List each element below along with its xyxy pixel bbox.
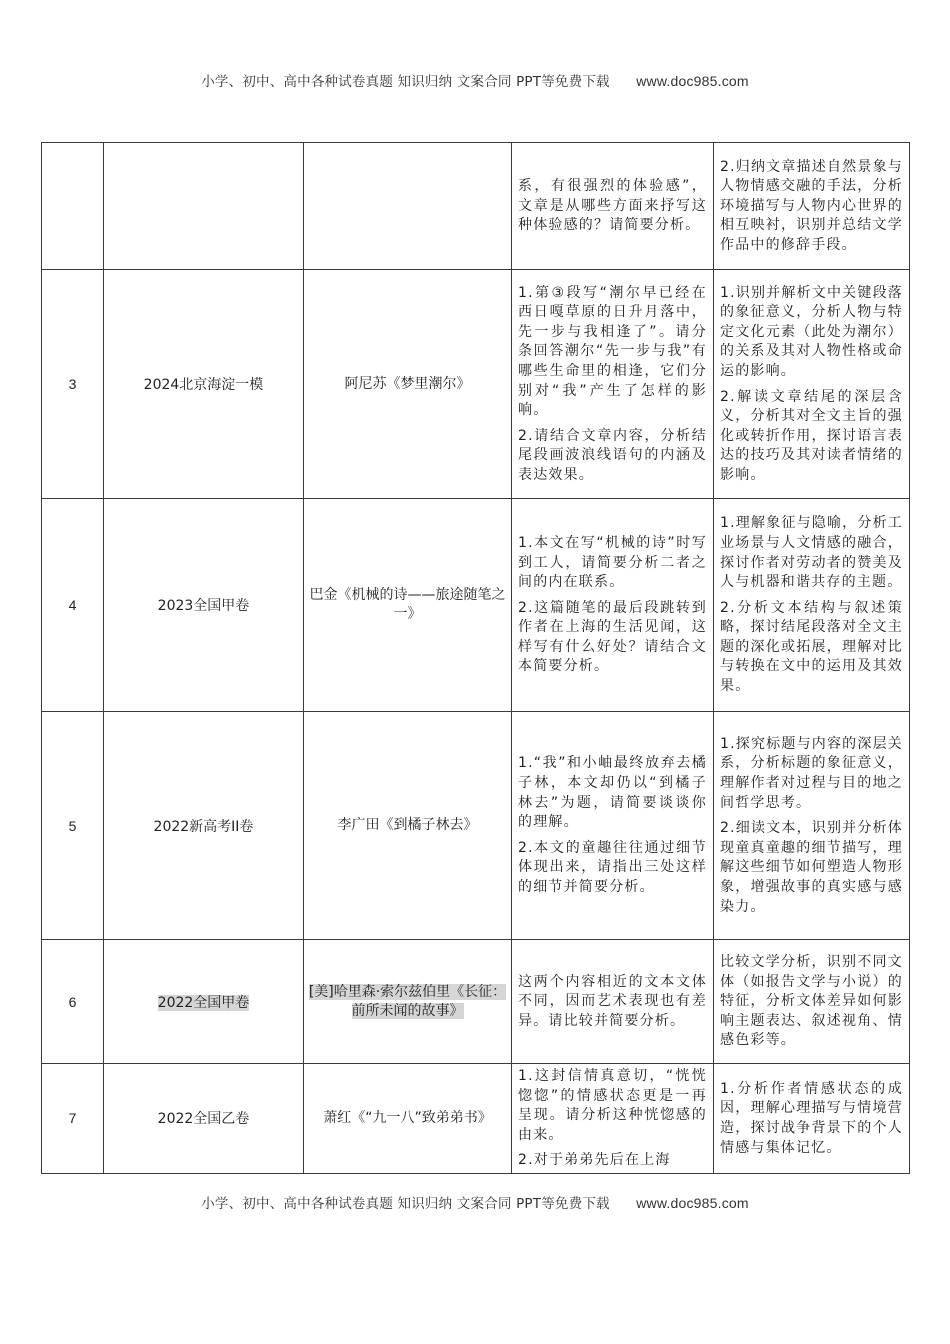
question-text: 1.第③段写“潮尔早已经在西日嘎草原的日升月落中，先一步与我相逢了”。请分条回答潮尔“先一步与我”有哪些生命里的相逢，它们分别对“我”产生了怎样的影响。 [518, 284, 707, 419]
row-number: 3 [42, 270, 104, 499]
row-number: 5 [42, 712, 104, 940]
row-number [42, 143, 104, 270]
question-text: 1.“我”和小岫最终放弃去橘子林，本文却仍以“到橘子林去”为题，请简要谈谈你的理解。 [518, 755, 707, 831]
question-text: 系，有很强烈的体验感”，文章是从哪些方面来抒写这种体验感的？请简要分析。 [518, 178, 707, 234]
text-title: 李广田《到橘子林去》 [304, 712, 512, 940]
text-title-highlight: [美]哈里森·索尔兹伯里《长征：前所未闻的故事》 [308, 983, 507, 1019]
questions-cell [512, 270, 714, 499]
row-number: 7 [42, 1064, 104, 1174]
exam-source [104, 143, 304, 270]
question-text: 2.对于弟弟先后在上海 [518, 1152, 671, 1169]
exam-source [104, 940, 304, 1064]
goal-text: 1.分析作者情感状态的成因，理解心理描写与情境营造，探讨战争背景下的个人情感与集体记忆。 [720, 1080, 903, 1156]
text-title: 阿尼苏《梦里潮尔》 [304, 270, 512, 499]
goals-cell [714, 499, 910, 712]
exam-source: 2023全国甲卷 [104, 499, 304, 712]
question-text: 2.本文的童趣往往通过细节体现出来，请指出三处这样的细节并简要分析。 [518, 839, 707, 895]
questions-cell [512, 143, 714, 270]
goal-text: 比较文学分析，识别不同文体（如报告文学与小说）的特征，分析文体差异如何影响主题表达、叙述视角、情感色彩等。 [720, 954, 903, 1049]
table-row [42, 1064, 910, 1174]
text-title [304, 940, 512, 1064]
row-number: 6 [42, 940, 104, 1064]
exam-source: 2022全国乙卷 [104, 1064, 304, 1174]
text-title: 萧红《“九一八”致弟弟书》 [304, 1064, 512, 1174]
header-text: 小学、初中、高中各种试卷真题 知识归纳 文案合同 PPT等免费下载 [201, 74, 610, 90]
goals-cell [714, 712, 910, 940]
row-number: 4 [42, 499, 104, 712]
questions-cell [512, 712, 714, 940]
goals-cell [714, 1064, 910, 1174]
page-footer [0, 1192, 950, 1212]
question-table [41, 142, 910, 1174]
exam-source: 2024北京海淀一模 [104, 270, 304, 499]
exam-source: 2022新高考II卷 [104, 712, 304, 940]
questions-cell [512, 940, 714, 1064]
table-row [42, 499, 910, 712]
goals-cell [714, 270, 910, 499]
goal-text: 2.细读文本，识别并分析体现童真童趣的细节描写，理解这些细节如何塑造人物形象，增强故事的真实感与感染力。 [720, 820, 903, 915]
text-title [304, 143, 512, 270]
goal-text: 2.归纳文章描述自然景象与人物情感交融的手法，分析环境描写与人物内心世界的相互映衬，识别并总结文学作品中的修辞手段。 [720, 158, 903, 253]
goal-text: 2.分析文本结构与叙述策略，探讨结尾段落对全文主题的深化或拓展，理解对比与转换在文中的运用及其效果。 [720, 599, 903, 695]
footer-url[interactable]: www.doc985.com [636, 1195, 749, 1211]
question-text: 1.这封信情真意切，“恍恍惚惚”的情感状态更是一再呈现。请分析这种恍惚感的由来。 [518, 1068, 707, 1143]
footer-text: 小学、初中、高中各种试卷真题 知识归纳 文案合同 PPT等免费下载 [201, 1196, 610, 1212]
questions-cell [512, 499, 714, 712]
exam-source-highlight: 2022全国甲卷 [157, 994, 250, 1011]
questions-cell [512, 1064, 714, 1174]
goal-text: 1.识别并解析文中关键段落的象征意义，分析人物与特定文化元素（此处为潮尔）的关系及其对人物性格或命运的影响。 [720, 284, 903, 379]
goal-text: 2.解读文章结尾的深层含义，分析其对全文主旨的强化或转折作用，探讨语言表达的技巧及其对读者情绪的影响。 [720, 388, 903, 483]
goal-text: 1.探究标题与内容的深层关系，分析标题的象征意义，理解作者对过程与目的地之间哲学思考。 [720, 735, 903, 811]
question-text: 1.本文在写“机械的诗”时写到工人，请简要分析二者之间的内在联系。 [518, 534, 707, 591]
table-row [42, 270, 910, 499]
question-text: 2.请结合文章内容，分析结尾段画波浪线语句的内涵及表达效果。 [518, 427, 707, 483]
table-row [42, 712, 910, 940]
page-header [0, 70, 950, 90]
question-text: 这两个内容相近的文本文体不同，因而艺术表现也有差异。请比较并简要分析。 [518, 973, 707, 1029]
text-title: 巴金《机械的诗——旅途随笔之一》 [304, 499, 512, 712]
header-url[interactable]: www.doc985.com [636, 73, 749, 89]
goal-text: 1.理解象征与隐喻，分析工业场景与人文情感的融合，探讨作者对劳动者的赞美及人与机器和谐共存的主题。 [720, 515, 903, 591]
table-row [42, 940, 910, 1064]
goals-cell [714, 143, 910, 270]
question-text: 2.这篇随笔的最后段跳转到作者在上海的生活见闻，这样写有什么好处？请结合文本简要分析。 [518, 599, 707, 675]
table-row [42, 143, 910, 270]
goals-cell [714, 940, 910, 1064]
